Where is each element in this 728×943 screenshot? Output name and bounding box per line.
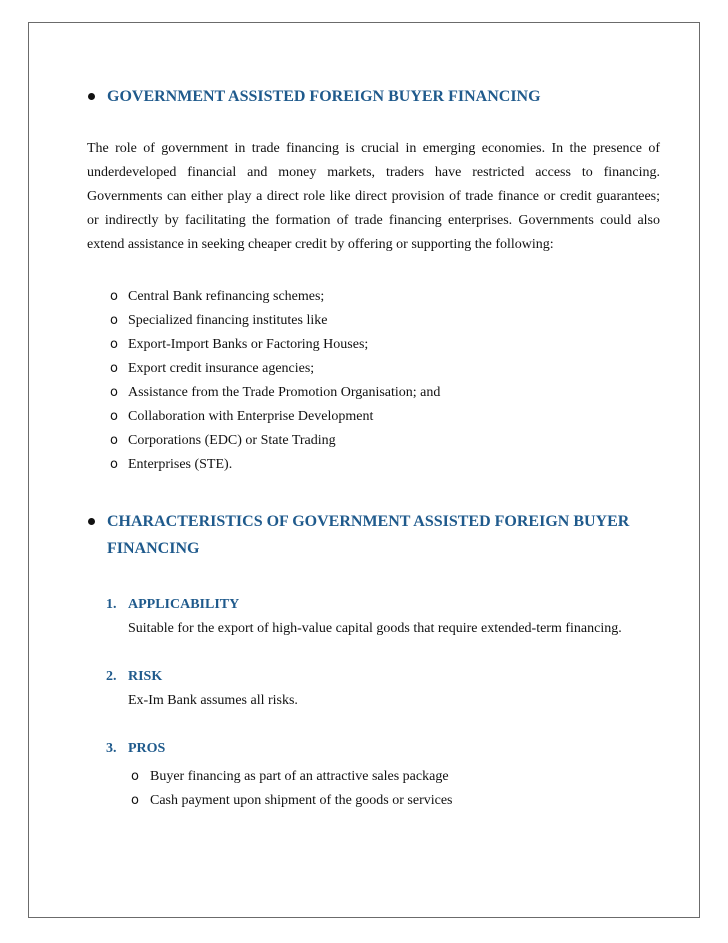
pros-item: Cash payment upon shipment of the goods or services — [150, 793, 453, 808]
item-number: 2. — [106, 669, 117, 684]
list-bullet: o — [110, 289, 118, 304]
section-heading: GOVERNMENT ASSISTED FOREIGN BUYER FINANCING — [107, 88, 541, 105]
item-body: Suitable for the export of high-value capital goods that require extended-term financing. — [128, 621, 622, 636]
list-item: Central Bank refinancing schemes; — [128, 289, 325, 304]
list-bullet: o — [110, 337, 118, 352]
paragraph-line: underdeveloped financial and money markets, traders have restricted access to financing. — [87, 165, 660, 180]
list-bullet: o — [131, 769, 139, 784]
list-item: Corporations (EDC) or State Trading — [128, 433, 336, 448]
list-item: Specialized financing institutes like — [128, 313, 328, 328]
list-item: Collaboration with Enterprise Development — [128, 409, 374, 424]
item-title-pros: PROS — [128, 741, 166, 756]
list-item: Export-Import Banks or Factoring Houses; — [128, 337, 369, 352]
paragraph-line: The role of government in trade financing is crucial in emerging economies. In the presence of — [87, 141, 660, 156]
item-number: 3. — [106, 741, 117, 756]
item-body: Ex-Im Bank assumes all risks. — [128, 693, 298, 708]
list-bullet: o — [110, 433, 118, 448]
list-item: Assistance from the Trade Promotion Organisation; and — [128, 385, 441, 400]
bullet-dot — [88, 93, 95, 100]
section-heading-line2: FINANCING — [107, 540, 200, 557]
paragraph-line: or indirectly by facilitating the formation of trade financing enterprises. Governments could also — [87, 213, 660, 228]
list-bullet: o — [110, 385, 118, 400]
bullet-dot — [88, 518, 95, 525]
list-item: Enterprises (STE). — [128, 457, 233, 472]
item-number: 1. — [106, 597, 117, 612]
list-bullet: o — [131, 793, 139, 808]
list-bullet: o — [110, 313, 118, 328]
item-title-risk: RISK — [128, 669, 163, 684]
paragraph-line: Governments can either play a direct role like direct provision of trade finance or credit guarantees; — [87, 189, 660, 204]
paragraph-line: extend assistance in seeking cheaper credit by offering or supporting the following: — [87, 237, 554, 252]
list-item: Export credit insurance agencies; — [128, 361, 315, 376]
list-bullet: o — [110, 457, 118, 472]
intro-paragraph — [87, 141, 660, 261]
list-bullet: o — [110, 409, 118, 424]
pros-item: Buyer financing as part of an attractive sales package — [150, 769, 449, 784]
section-heading-line1: CHARACTERISTICS OF GOVERNMENT ASSISTED FOREIGN BUYER — [107, 513, 630, 530]
item-title-applicability: APPLICABILITY — [128, 597, 240, 612]
list-bullet: o — [110, 361, 118, 376]
